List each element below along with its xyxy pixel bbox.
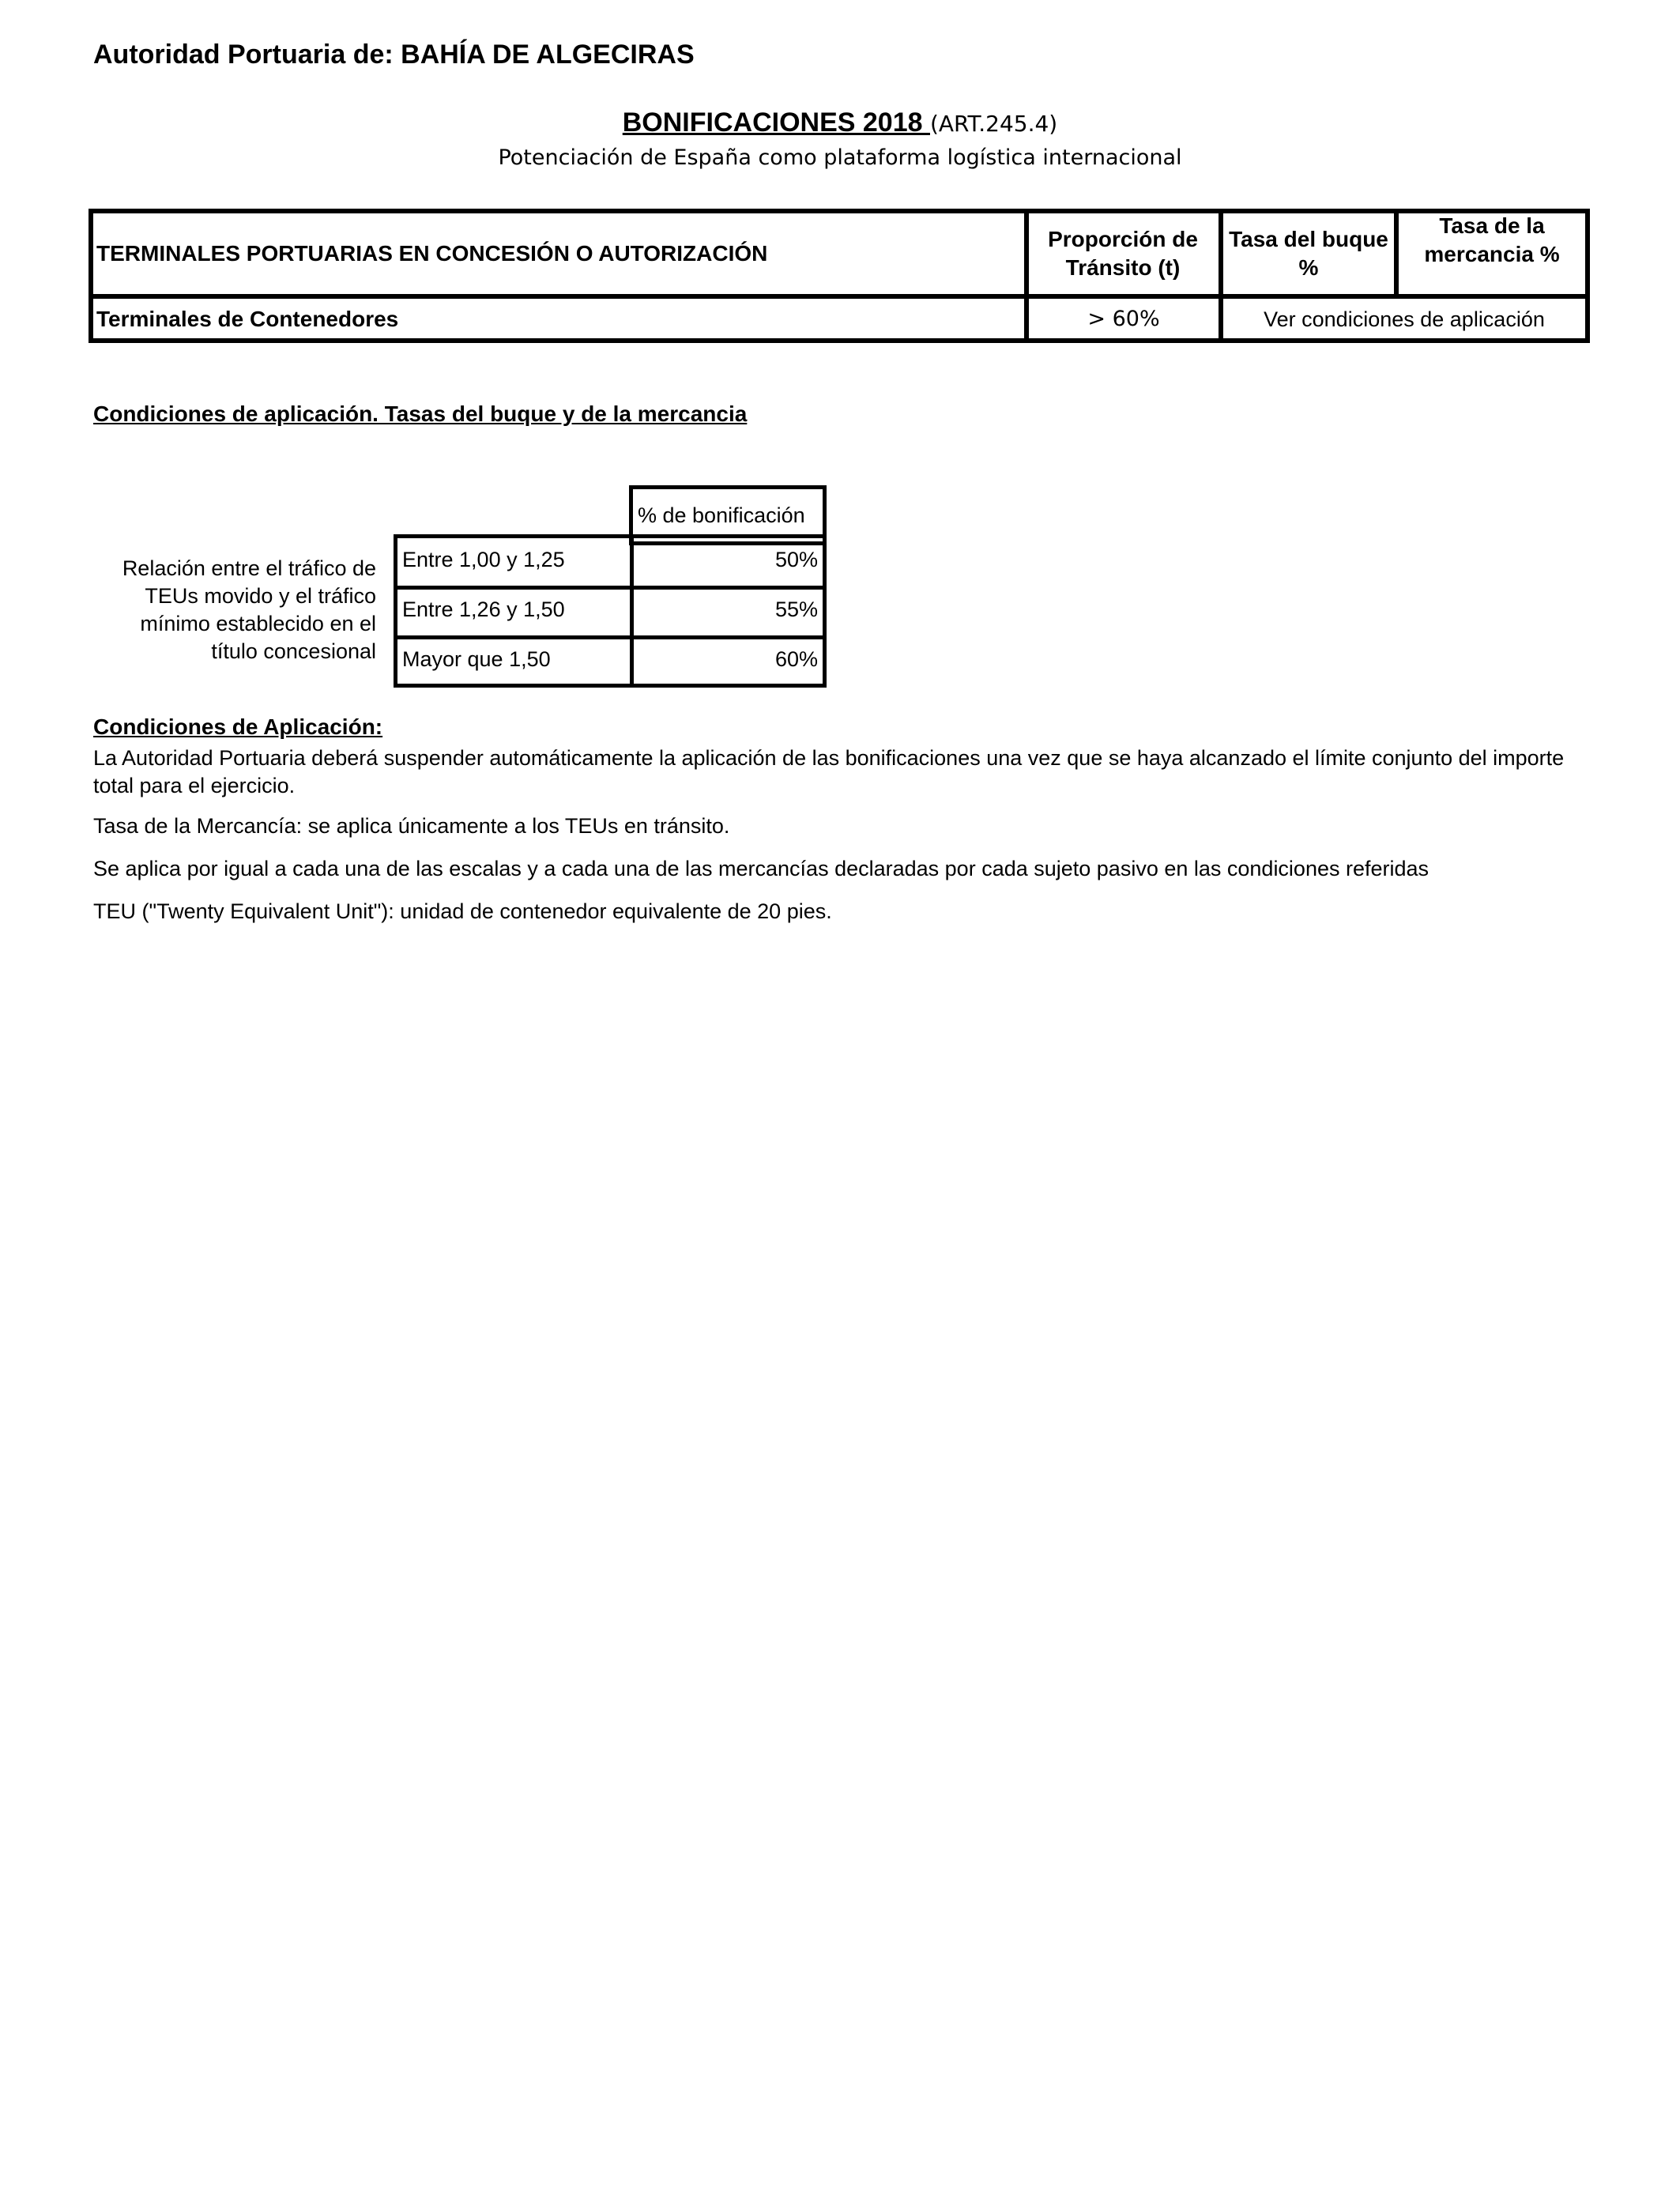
- header-goods-fee: Tasa de la mercancia %: [1424, 213, 1560, 266]
- port-authority-title: Autoridad Portuaria de: BAHÍA DE ALGECIRAS: [93, 40, 695, 70]
- conditions-heading: Condiciones de aplicación. Tasas del buque y de la mercancia: [93, 401, 748, 426]
- application-paragraph: Se aplica por igual a cada una de las escalas y a cada una de las mercancías declaradas por cada sujeto pasivo en las condiciones referidas: [93, 857, 1430, 880]
- document-title: [0, 107, 1680, 138]
- bonus-range: Mayor que 1,50: [402, 647, 551, 671]
- article-reference: (ART.245.4): [929, 111, 1058, 137]
- application-paragraph: Tasa de la Mercancía: se aplica únicamente a los TEUs en tránsito.: [93, 814, 730, 838]
- application-heading: Condiciones de Aplicación:: [93, 714, 383, 739]
- table-row: [397, 538, 823, 586]
- table-row: [397, 588, 823, 635]
- bonus-title: BONIFICACIONES 2018: [622, 107, 930, 138]
- bonus-range: Entre 1,00 y 1,25: [402, 548, 565, 571]
- row-terminal-type: Terminales de Contenedores: [96, 307, 399, 331]
- header-transit-proportion: Proporción de Tránsito (t): [1048, 227, 1198, 280]
- relation-label: Relación entre el tráfico de TEUs movido y el tráfico mínimo establecido en el título concesional: [122, 556, 376, 663]
- bonus-percent: 60%: [774, 647, 818, 671]
- terminals-table: [89, 209, 1590, 343]
- row-transit-proportion: > 60%: [1087, 307, 1160, 331]
- bonus-table: [394, 534, 827, 688]
- bonus-percent: 50%: [774, 548, 818, 571]
- table-row: [397, 638, 823, 685]
- bonus-percent: 55%: [774, 598, 818, 621]
- row-fees-note: Ver condiciones de aplicación: [1264, 307, 1545, 331]
- bonus-column-header: % de bonificación: [629, 485, 827, 545]
- document-subtitle: Potenciación de España como plataforma logística internacional: [498, 145, 1182, 170]
- bonus-range: Entre 1,26 y 1,50: [402, 598, 565, 621]
- header-ship-fee: Tasa del buque %: [1229, 227, 1388, 280]
- application-paragraph: La Autoridad Portuaria deberá suspender automáticamente la aplicación de las bonificaciones una vez que se haya alcanzado el límite conjunto del importe total para el ejercicio.: [93, 746, 1565, 797]
- application-paragraph: TEU ("Twenty Equivalent Unit"): unidad de contenedor equivalente de 20 pies.: [93, 899, 832, 923]
- header-terminals: TERMINALES PORTUARIAS EN CONCESIÓN O AUTORIZACIÓN: [96, 241, 768, 266]
